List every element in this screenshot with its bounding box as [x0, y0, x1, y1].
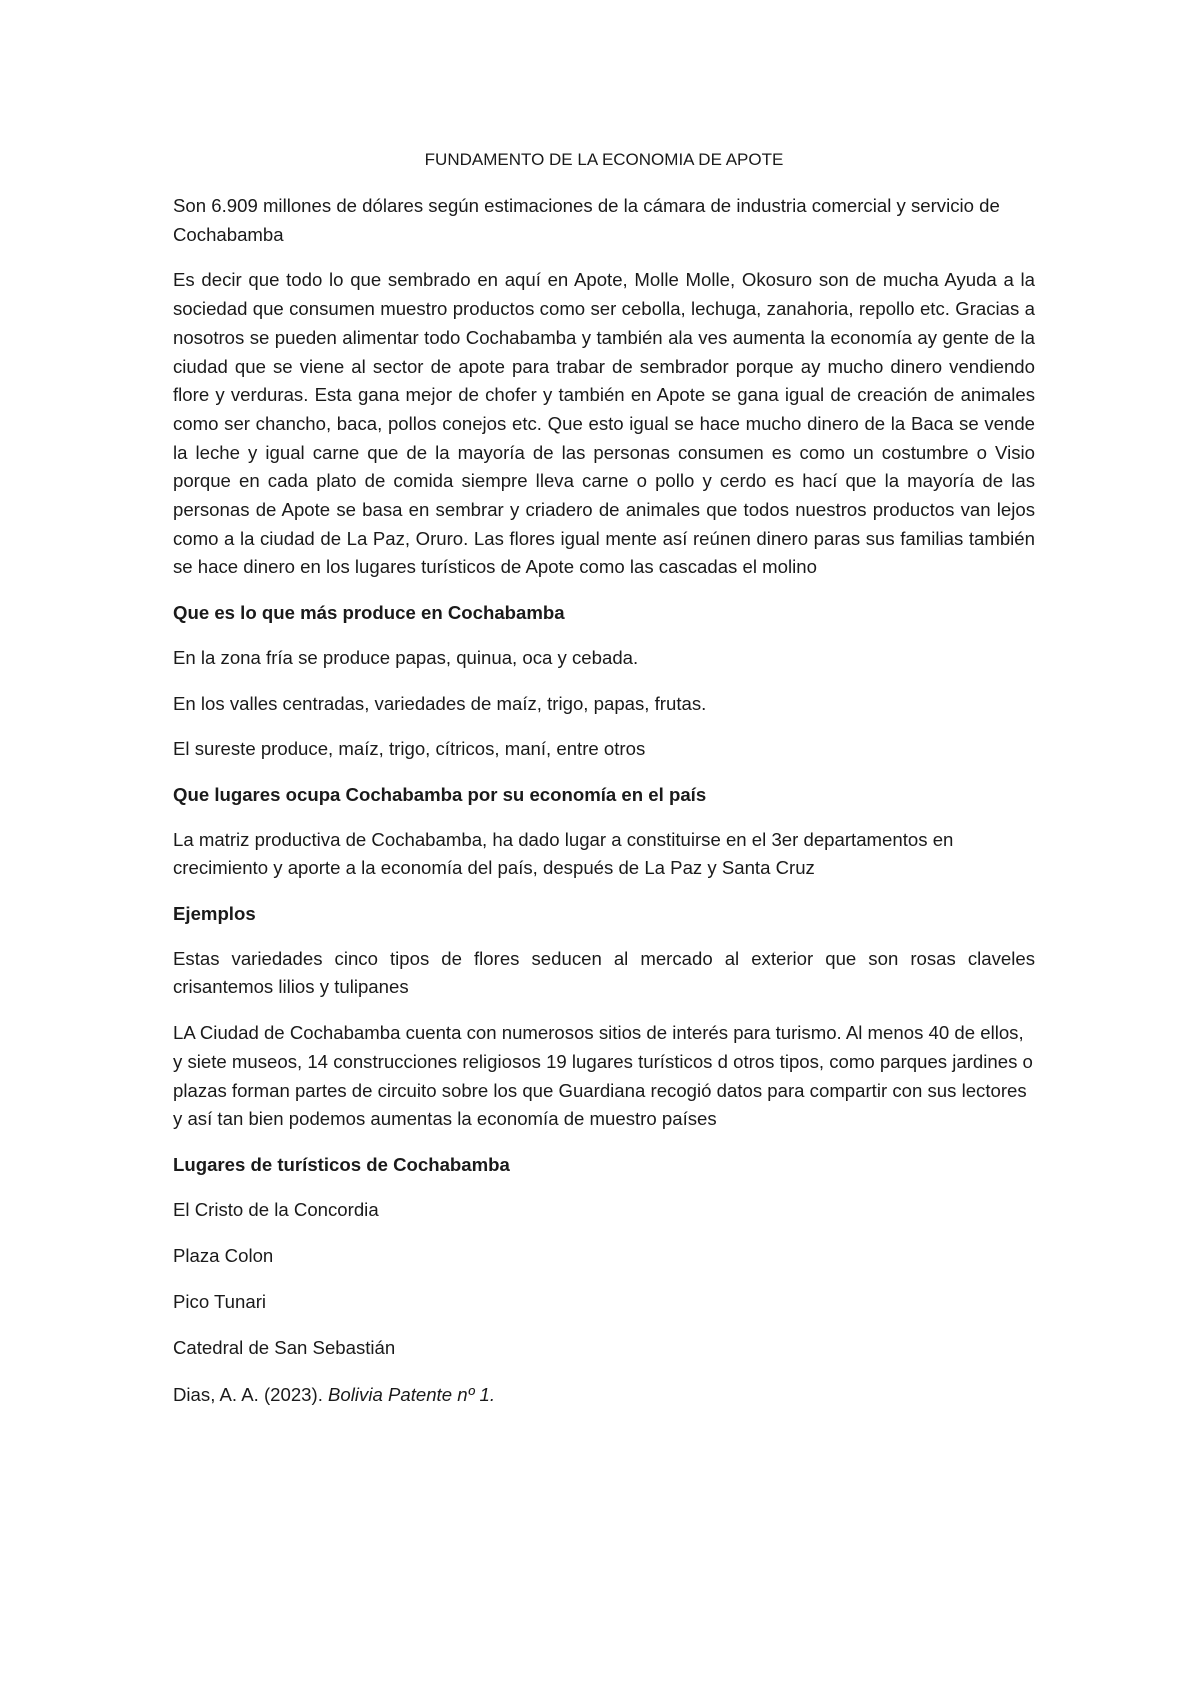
main-paragraph: Es decir que todo lo que sembrado en aquí en Apote, Molle Molle, Okosuro son de mucha Ayuda a la sociedad que consumen muestro productos como ser cebolla, lechuga, zanahoria, repollo etc. Gracias a nosotros se pueden alimentar todo Cochabamba y también ala ves aumenta la economía ay gente de la ciudad que se viene al sector de apote para trabar de sembrador porque ay mucho dinero vendiendo flore y verduras. Esta gana mejor de chofer y también en Apote se gana igual de creación de animales como ser chancho, baca, pollos conejos etc. Que esto igual se hace mucho dinero de la Baca se vende la leche y igual carne que de la mayoría de las personas consumen es como un costumbre o Visio porque en cada plato de comida siempre lleva carne o pollo y cerdo es hací que la mayoría de las personas de Apote se basa en sembrar y criadero de animales que todos nuestros productos van lejos como a la ciudad de La Paz, Oruro. Las flores igual mente así reúnen dinero paras sus familias también se hace dinero en los lugares turísticos de Apote como las cascadas el molino	[173, 269, 1035, 578]
place-item: Pico Tunari	[173, 1291, 267, 1313]
place-item: Plaza Colon	[173, 1244, 274, 1266]
produce-valleys: En los valles centradas, variedades de maíz, trigo, papas, frutas.	[173, 692, 707, 714]
examples-tourism-paragraph: LA Ciudad de Cochabamba cuenta con numerosos sitios de interés para turismo. Al menos 40 de ellos, y siete museos, 14 construcciones religiosos 19 lugares turísticos d otros tipos, como parques jardines o plazas forman partes de circuito sobre los que Guardiana recogió datos para compartir con sus lectores y así tan bien podemos aumentas la economía de muestro países	[173, 1022, 1033, 1130]
heading-rank: Que lugares ocupa Cochabamba por su economía en el país	[173, 783, 707, 805]
heading-examples: Ejemplos	[173, 903, 256, 925]
examples-flowers-paragraph: Estas variedades cinco tipos de flores seducen al mercado al exterior que son rosas claveles crisantemos lilios y tulipanes	[173, 947, 1035, 998]
reference-title: Bolivia Patente nº 1.	[328, 1383, 496, 1405]
intro-paragraph: Son 6.909 millones de dólares según estimaciones de la cámara de industria comercial y servicio de Cochabamba	[173, 195, 1000, 245]
produce-southeast: El sureste produce, maíz, trigo, cítricos, maní, entre otros	[173, 738, 646, 760]
document-title: FUNDAMENTO DE LA ECONOMIA DE APOTE	[424, 150, 784, 169]
document-body	[173, 146, 1035, 1426]
heading-produce: Que es lo que más produce en Cochabamba	[173, 602, 565, 624]
place-item: Catedral de San Sebastián	[173, 1337, 396, 1359]
place-item: El Cristo de la Concordia	[173, 1198, 379, 1220]
heading-places: Lugares de turísticos de Cochabamba	[173, 1153, 510, 1175]
reference	[173, 1381, 1035, 1410]
rank-paragraph: La matriz productiva de Cochabamba, ha dado lugar a constituirse en el 3er departamentos en crecimiento y aporte a la economía del país, después de La Paz y Santa Cruz	[173, 828, 954, 879]
reference-author: Dias, A. A. (2023).	[173, 1383, 329, 1405]
produce-cold-zone: En la zona fría se produce papas, quinua, oca y cebada.	[173, 646, 639, 668]
